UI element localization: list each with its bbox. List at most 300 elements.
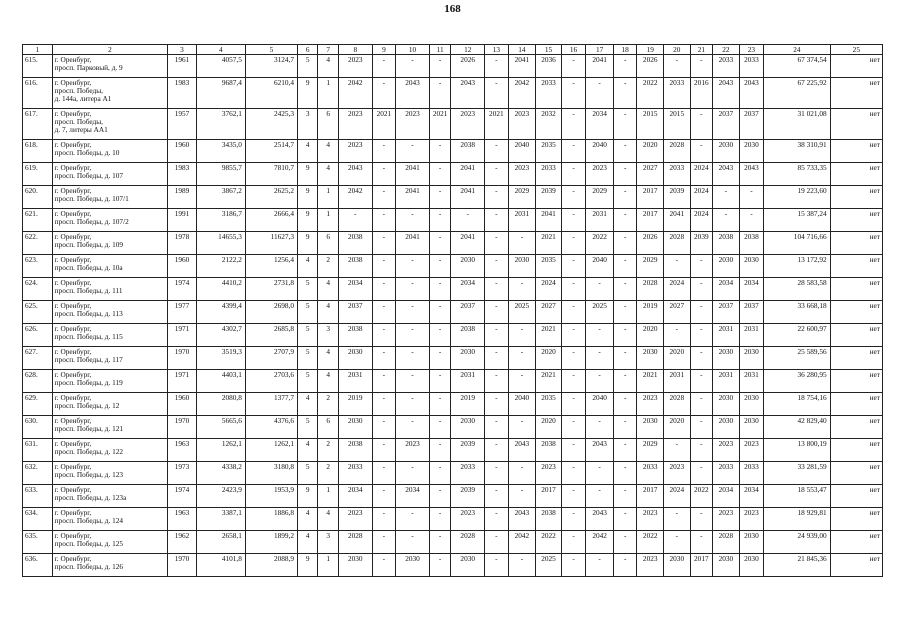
cell-col-11: - — [429, 531, 450, 554]
cell-col-19: 2017 — [637, 485, 664, 508]
address-line: просп. Победы, д. 123а — [54, 493, 127, 502]
cell-col-5: 6210,4 — [245, 78, 297, 109]
cell-col-7: 4 — [318, 508, 338, 531]
cell-col-15: 2035 — [536, 393, 562, 416]
column-number-23: 23 — [739, 45, 764, 55]
row-number: 628. — [23, 370, 53, 393]
cell-col-5: 3124,7 — [245, 55, 297, 78]
cell-col-25: нет — [830, 232, 882, 255]
cell-col-7: 1 — [318, 209, 338, 232]
cell-col-11: - — [429, 485, 450, 508]
cell-col-20: - — [664, 324, 691, 347]
cell-col-19: 2021 — [637, 370, 664, 393]
cell-col-19: 2029 — [637, 439, 664, 462]
address-line: г. Оренбург, — [54, 416, 92, 425]
cell-col-7: 1 — [318, 554, 338, 577]
cell-col-19: 2022 — [637, 78, 664, 109]
column-number-7: 7 — [318, 45, 338, 55]
cell-col-10: 2023 — [396, 109, 430, 140]
cell-col-18: - — [613, 140, 637, 163]
cell-col-20: 2020 — [664, 347, 691, 370]
cell-col-12: 2043 — [451, 78, 485, 109]
cell-col-7: 3 — [318, 324, 338, 347]
cell-col-10: - — [396, 301, 430, 324]
cell-col-8: 2038 — [338, 255, 372, 278]
cell-col-22: 2030 — [713, 255, 740, 278]
cell-col-9: - — [372, 186, 396, 209]
cell-col-16: - — [561, 462, 586, 485]
cell-col-25: нет — [830, 140, 882, 163]
cell-col-25: нет — [830, 109, 882, 140]
cell-col-4: 4410,2 — [196, 278, 245, 301]
cell-col-4: 2080,8 — [196, 393, 245, 416]
cell-col-22: 2043 — [713, 78, 740, 109]
cell-col-13: - — [485, 416, 509, 439]
cell-col-22: - — [713, 186, 740, 209]
cell-col-10: - — [396, 393, 430, 416]
cell-col-3: 1974 — [168, 485, 197, 508]
address-line: г. Оренбург, — [54, 485, 92, 494]
column-number-17: 17 — [586, 45, 614, 55]
cell-col-12: 2030 — [451, 554, 485, 577]
cell-col-3: 1971 — [168, 370, 197, 393]
cell-col-3: 1963 — [168, 508, 197, 531]
cell-col-16: - — [561, 109, 586, 140]
cell-col-3: 1974 — [168, 278, 197, 301]
row-number: 634. — [23, 508, 53, 531]
cell-col-3: 1960 — [168, 140, 197, 163]
cell-col-19: 2033 — [637, 462, 664, 485]
cell-col-18: - — [613, 508, 637, 531]
cell-col-22: 2030 — [713, 393, 740, 416]
cell-col-6: 5 — [298, 462, 318, 485]
cell-col-17: 2043 — [586, 439, 614, 462]
cell-col-25: нет — [830, 462, 882, 485]
cell-col-16: - — [561, 278, 586, 301]
cell-col-25: нет — [830, 163, 882, 186]
column-number-10: 10 — [396, 45, 430, 55]
cell-col-19: 2023 — [637, 554, 664, 577]
cell-col-15: 2036 — [536, 55, 562, 78]
address-line: просп. Победы, д. 125 — [54, 539, 124, 548]
cell-col-5: 1886,8 — [245, 508, 297, 531]
address-line: г. Оренбург, — [54, 78, 92, 87]
cell-col-14: 2043 — [508, 508, 536, 531]
column-number-4: 4 — [196, 45, 245, 55]
cell-col-4: 2423,9 — [196, 485, 245, 508]
table-row — [23, 485, 883, 508]
cell-col-23: 2030 — [739, 554, 764, 577]
cell-col-24: 67 225,92 — [764, 78, 830, 109]
cell-col-18: - — [613, 301, 637, 324]
cell-col-6: 9 — [298, 232, 318, 255]
row-number: 618. — [23, 140, 53, 163]
cell-col-21: 2016 — [690, 78, 712, 109]
cell-col-8: 2038 — [338, 439, 372, 462]
cell-col-3: 1957 — [168, 109, 197, 140]
cell-col-21: - — [690, 462, 712, 485]
column-number-24: 24 — [764, 45, 830, 55]
cell-col-3: 1971 — [168, 324, 197, 347]
cell-col-21: - — [690, 393, 712, 416]
cell-col-18: - — [613, 462, 637, 485]
cell-col-13: - — [485, 186, 509, 209]
cell-col-11: - — [429, 278, 450, 301]
cell-col-9: 2021 — [372, 109, 396, 140]
cell-col-16: - — [561, 439, 586, 462]
cell-col-21: - — [690, 416, 712, 439]
cell-col-13: 2021 — [485, 109, 509, 140]
cell-col-11: - — [429, 393, 450, 416]
address-cell — [52, 255, 168, 278]
cell-col-22: 2030 — [713, 416, 740, 439]
cell-col-24: 33 281,59 — [764, 462, 830, 485]
cell-col-6: 9 — [298, 554, 318, 577]
cell-col-24: 18 754,16 — [764, 393, 830, 416]
cell-col-9: - — [372, 209, 396, 232]
cell-col-23: 2043 — [739, 163, 764, 186]
cell-col-13: - — [485, 462, 509, 485]
cell-col-11: - — [429, 55, 450, 78]
address-line: просп. Победы, д. 107 — [54, 171, 124, 180]
cell-col-11: - — [429, 370, 450, 393]
cell-col-17: 2043 — [586, 508, 614, 531]
cell-col-17: 2040 — [586, 393, 614, 416]
address-line: просп. Победы, д. 124 — [54, 516, 124, 525]
table-row — [23, 554, 883, 577]
cell-col-6: 5 — [298, 416, 318, 439]
address-cell — [52, 508, 168, 531]
cell-col-22: - — [713, 209, 740, 232]
cell-col-10: - — [396, 508, 430, 531]
table-row — [23, 324, 883, 347]
column-number-8: 8 — [338, 45, 372, 55]
address-line: просп. Победы, д. 109 — [54, 240, 124, 249]
cell-col-5: 2514,7 — [245, 140, 297, 163]
cell-col-11: 2021 — [429, 109, 450, 140]
cell-col-14: 2042 — [508, 531, 536, 554]
cell-col-22: 2037 — [713, 109, 740, 140]
address-line: г. Оренбург, — [54, 531, 92, 540]
cell-col-14: 2030 — [508, 255, 536, 278]
cell-col-4: 9855,7 — [196, 163, 245, 186]
cell-col-13: - — [485, 485, 509, 508]
cell-col-8: 2037 — [338, 301, 372, 324]
cell-col-23: 2030 — [739, 347, 764, 370]
cell-col-14: 2023 — [508, 163, 536, 186]
cell-col-20: 2039 — [664, 186, 691, 209]
cell-col-3: 1977 — [168, 301, 197, 324]
cell-col-7: 6 — [318, 109, 338, 140]
address-cell — [52, 163, 168, 186]
cell-col-7: 4 — [318, 163, 338, 186]
cell-col-21: - — [690, 109, 712, 140]
address-cell — [52, 324, 168, 347]
cell-col-24: 24 939,00 — [764, 531, 830, 554]
row-number: 632. — [23, 462, 53, 485]
cell-col-21: - — [690, 278, 712, 301]
cell-col-7: 1 — [318, 485, 338, 508]
cell-col-11: - — [429, 255, 450, 278]
cell-col-15: 2033 — [536, 78, 562, 109]
cell-col-6: 5 — [298, 301, 318, 324]
housing-register-table — [22, 44, 883, 577]
cell-col-23: 2034 — [739, 278, 764, 301]
address-cell — [52, 55, 168, 78]
cell-col-3: 1961 — [168, 55, 197, 78]
cell-col-9: - — [372, 416, 396, 439]
row-number: 631. — [23, 439, 53, 462]
cell-col-21: - — [690, 370, 712, 393]
cell-col-8: 2023 — [338, 55, 372, 78]
cell-col-25: нет — [830, 393, 882, 416]
cell-col-6: 5 — [298, 55, 318, 78]
cell-col-22: 2033 — [713, 55, 740, 78]
cell-col-17: - — [586, 554, 614, 577]
cell-col-24: 38 310,91 — [764, 140, 830, 163]
cell-col-8: 2023 — [338, 109, 372, 140]
cell-col-15: 2032 — [536, 109, 562, 140]
cell-col-25: нет — [830, 55, 882, 78]
cell-col-24: 19 223,60 — [764, 186, 830, 209]
cell-col-8: 2034 — [338, 278, 372, 301]
cell-col-14: - — [508, 416, 536, 439]
table-row — [23, 109, 883, 140]
cell-col-15: 2020 — [536, 347, 562, 370]
cell-col-16: - — [561, 186, 586, 209]
row-number: 626. — [23, 324, 53, 347]
cell-col-3: 1970 — [168, 554, 197, 577]
address-cell — [52, 531, 168, 554]
cell-col-22: 2031 — [713, 370, 740, 393]
cell-col-16: - — [561, 55, 586, 78]
cell-col-15: 2021 — [536, 232, 562, 255]
row-number: 625. — [23, 301, 53, 324]
cell-col-15: 2017 — [536, 485, 562, 508]
cell-col-18: - — [613, 109, 637, 140]
cell-col-18: - — [613, 255, 637, 278]
cell-col-20: 2041 — [664, 209, 691, 232]
cell-col-7: 4 — [318, 278, 338, 301]
cell-col-10: - — [396, 462, 430, 485]
cell-col-18: - — [613, 232, 637, 255]
cell-col-12: 2038 — [451, 140, 485, 163]
cell-col-20: - — [664, 508, 691, 531]
cell-col-4: 3519,3 — [196, 347, 245, 370]
cell-col-9: - — [372, 531, 396, 554]
cell-col-5: 1262,1 — [245, 439, 297, 462]
address-line: просп. Победы, д. 111 — [54, 286, 123, 295]
cell-col-10: - — [396, 140, 430, 163]
cell-col-17: 2040 — [586, 255, 614, 278]
cell-col-12: 2023 — [451, 508, 485, 531]
cell-col-11: - — [429, 439, 450, 462]
address-cell — [52, 393, 168, 416]
cell-col-24: 18 553,47 — [764, 485, 830, 508]
cell-col-15: 2039 — [536, 186, 562, 209]
cell-col-22: 2023 — [713, 508, 740, 531]
cell-col-8: 2031 — [338, 370, 372, 393]
table-row — [23, 232, 883, 255]
address-line: г. Оренбург, — [54, 462, 92, 471]
cell-col-17: 2025 — [586, 301, 614, 324]
column-number-21: 21 — [690, 45, 712, 55]
cell-col-12: 2031 — [451, 370, 485, 393]
cell-col-19: 2020 — [637, 140, 664, 163]
cell-col-20: 2028 — [664, 232, 691, 255]
cell-col-12: 2039 — [451, 439, 485, 462]
cell-col-11: - — [429, 209, 450, 232]
column-number-12: 12 — [451, 45, 485, 55]
cell-col-14: - — [508, 347, 536, 370]
cell-col-15: 2025 — [536, 554, 562, 577]
cell-col-5: 2698,0 — [245, 301, 297, 324]
cell-col-23: 2030 — [739, 255, 764, 278]
cell-col-20: 2028 — [664, 140, 691, 163]
cell-col-4: 2122,2 — [196, 255, 245, 278]
cell-col-9: - — [372, 485, 396, 508]
cell-col-21: 2024 — [690, 163, 712, 186]
cell-col-23: 2031 — [739, 324, 764, 347]
cell-col-11: - — [429, 508, 450, 531]
cell-col-21: - — [690, 255, 712, 278]
cell-col-7: 2 — [318, 462, 338, 485]
address-line: просп. Победы, д. 122 — [54, 447, 124, 456]
cell-col-14: - — [508, 485, 536, 508]
cell-col-7: 6 — [318, 232, 338, 255]
cell-col-16: - — [561, 301, 586, 324]
cell-col-19: 2026 — [637, 232, 664, 255]
cell-col-3: 1970 — [168, 416, 197, 439]
address-line: просп. Победы, д. 119 — [54, 378, 123, 387]
cell-col-10: - — [396, 416, 430, 439]
cell-col-9: - — [372, 55, 396, 78]
cell-col-21: 2017 — [690, 554, 712, 577]
address-cell — [52, 232, 168, 255]
cell-col-6: 9 — [298, 186, 318, 209]
cell-col-12: 2019 — [451, 393, 485, 416]
cell-col-11: - — [429, 140, 450, 163]
cell-col-5: 2088,9 — [245, 554, 297, 577]
cell-col-16: - — [561, 209, 586, 232]
address-cell — [52, 462, 168, 485]
row-number: 630. — [23, 416, 53, 439]
address-cell — [52, 209, 168, 232]
cell-col-3: 1978 — [168, 232, 197, 255]
column-number-20: 20 — [664, 45, 691, 55]
cell-col-25: нет — [830, 301, 882, 324]
cell-col-18: - — [613, 278, 637, 301]
cell-col-21: - — [690, 324, 712, 347]
cell-col-7: 3 — [318, 531, 338, 554]
cell-col-12: 2041 — [451, 186, 485, 209]
cell-col-13: - — [485, 232, 509, 255]
cell-col-10: - — [396, 55, 430, 78]
cell-col-5: 2685,8 — [245, 324, 297, 347]
cell-col-17: - — [586, 416, 614, 439]
cell-col-16: - — [561, 324, 586, 347]
row-number: 629. — [23, 393, 53, 416]
address-line: г. Оренбург, — [54, 554, 92, 563]
cell-col-16: - — [561, 508, 586, 531]
cell-col-4: 3867,2 — [196, 186, 245, 209]
address-line: просп. Победы, д. 12 — [54, 401, 120, 410]
cell-col-13: - — [485, 370, 509, 393]
cell-col-16: - — [561, 78, 586, 109]
cell-col-7: 4 — [318, 140, 338, 163]
table-row — [23, 462, 883, 485]
cell-col-24: 31 021,08 — [764, 109, 830, 140]
cell-col-12: 2026 — [451, 55, 485, 78]
cell-col-9: - — [372, 554, 396, 577]
address-cell — [52, 554, 168, 577]
address-cell — [52, 109, 168, 140]
cell-col-6: 5 — [298, 278, 318, 301]
cell-col-9: - — [372, 78, 396, 109]
cell-col-7: 4 — [318, 301, 338, 324]
cell-col-23: 2023 — [739, 508, 764, 531]
cell-col-19: 2015 — [637, 109, 664, 140]
page-number: 168 — [444, 3, 461, 15]
cell-col-14: - — [508, 232, 536, 255]
cell-col-9: - — [372, 278, 396, 301]
address-line: г. Оренбург, — [54, 324, 92, 333]
cell-col-6: 9 — [298, 485, 318, 508]
cell-col-25: нет — [830, 531, 882, 554]
cell-col-6: 9 — [298, 209, 318, 232]
cell-col-22: 2030 — [713, 347, 740, 370]
cell-col-4: 4302,7 — [196, 324, 245, 347]
cell-col-8: 2023 — [338, 508, 372, 531]
cell-col-8: 2033 — [338, 462, 372, 485]
cell-col-14: 2041 — [508, 55, 536, 78]
cell-col-21: 2024 — [690, 186, 712, 209]
row-number: 616. — [23, 78, 53, 109]
cell-col-18: - — [613, 370, 637, 393]
cell-col-18: - — [613, 347, 637, 370]
cell-col-3: 1960 — [168, 393, 197, 416]
address-line: просп. Победы, д. 107/1 — [54, 194, 129, 203]
cell-col-4: 2658,1 — [196, 531, 245, 554]
cell-col-4: 4101,8 — [196, 554, 245, 577]
table-row — [23, 163, 883, 186]
address-line: г. Оренбург, — [54, 163, 92, 172]
cell-col-10: 2034 — [396, 485, 430, 508]
cell-col-5: 1899,2 — [245, 531, 297, 554]
cell-col-23: 2030 — [739, 416, 764, 439]
address-line: г. Оренбург, — [54, 347, 92, 356]
column-number-15: 15 — [536, 45, 562, 55]
table-row — [23, 186, 883, 209]
cell-col-4: 4399,4 — [196, 301, 245, 324]
column-number-19: 19 — [637, 45, 664, 55]
cell-col-8: 2030 — [338, 347, 372, 370]
cell-col-20: - — [664, 531, 691, 554]
address-line: г. Оренбург, — [54, 439, 92, 448]
cell-col-20: 2031 — [664, 370, 691, 393]
cell-col-24: 28 583,58 — [764, 278, 830, 301]
cell-col-18: - — [613, 163, 637, 186]
address-line: просп. Победы, д. 115 — [54, 332, 123, 341]
cell-col-22: 2033 — [713, 462, 740, 485]
cell-col-24: 18 929,81 — [764, 508, 830, 531]
row-number: 636. — [23, 554, 53, 577]
cell-col-5: 2425,3 — [245, 109, 297, 140]
cell-col-9: - — [372, 140, 396, 163]
cell-col-13: - — [485, 531, 509, 554]
cell-col-14: 2023 — [508, 109, 536, 140]
cell-col-16: - — [561, 531, 586, 554]
